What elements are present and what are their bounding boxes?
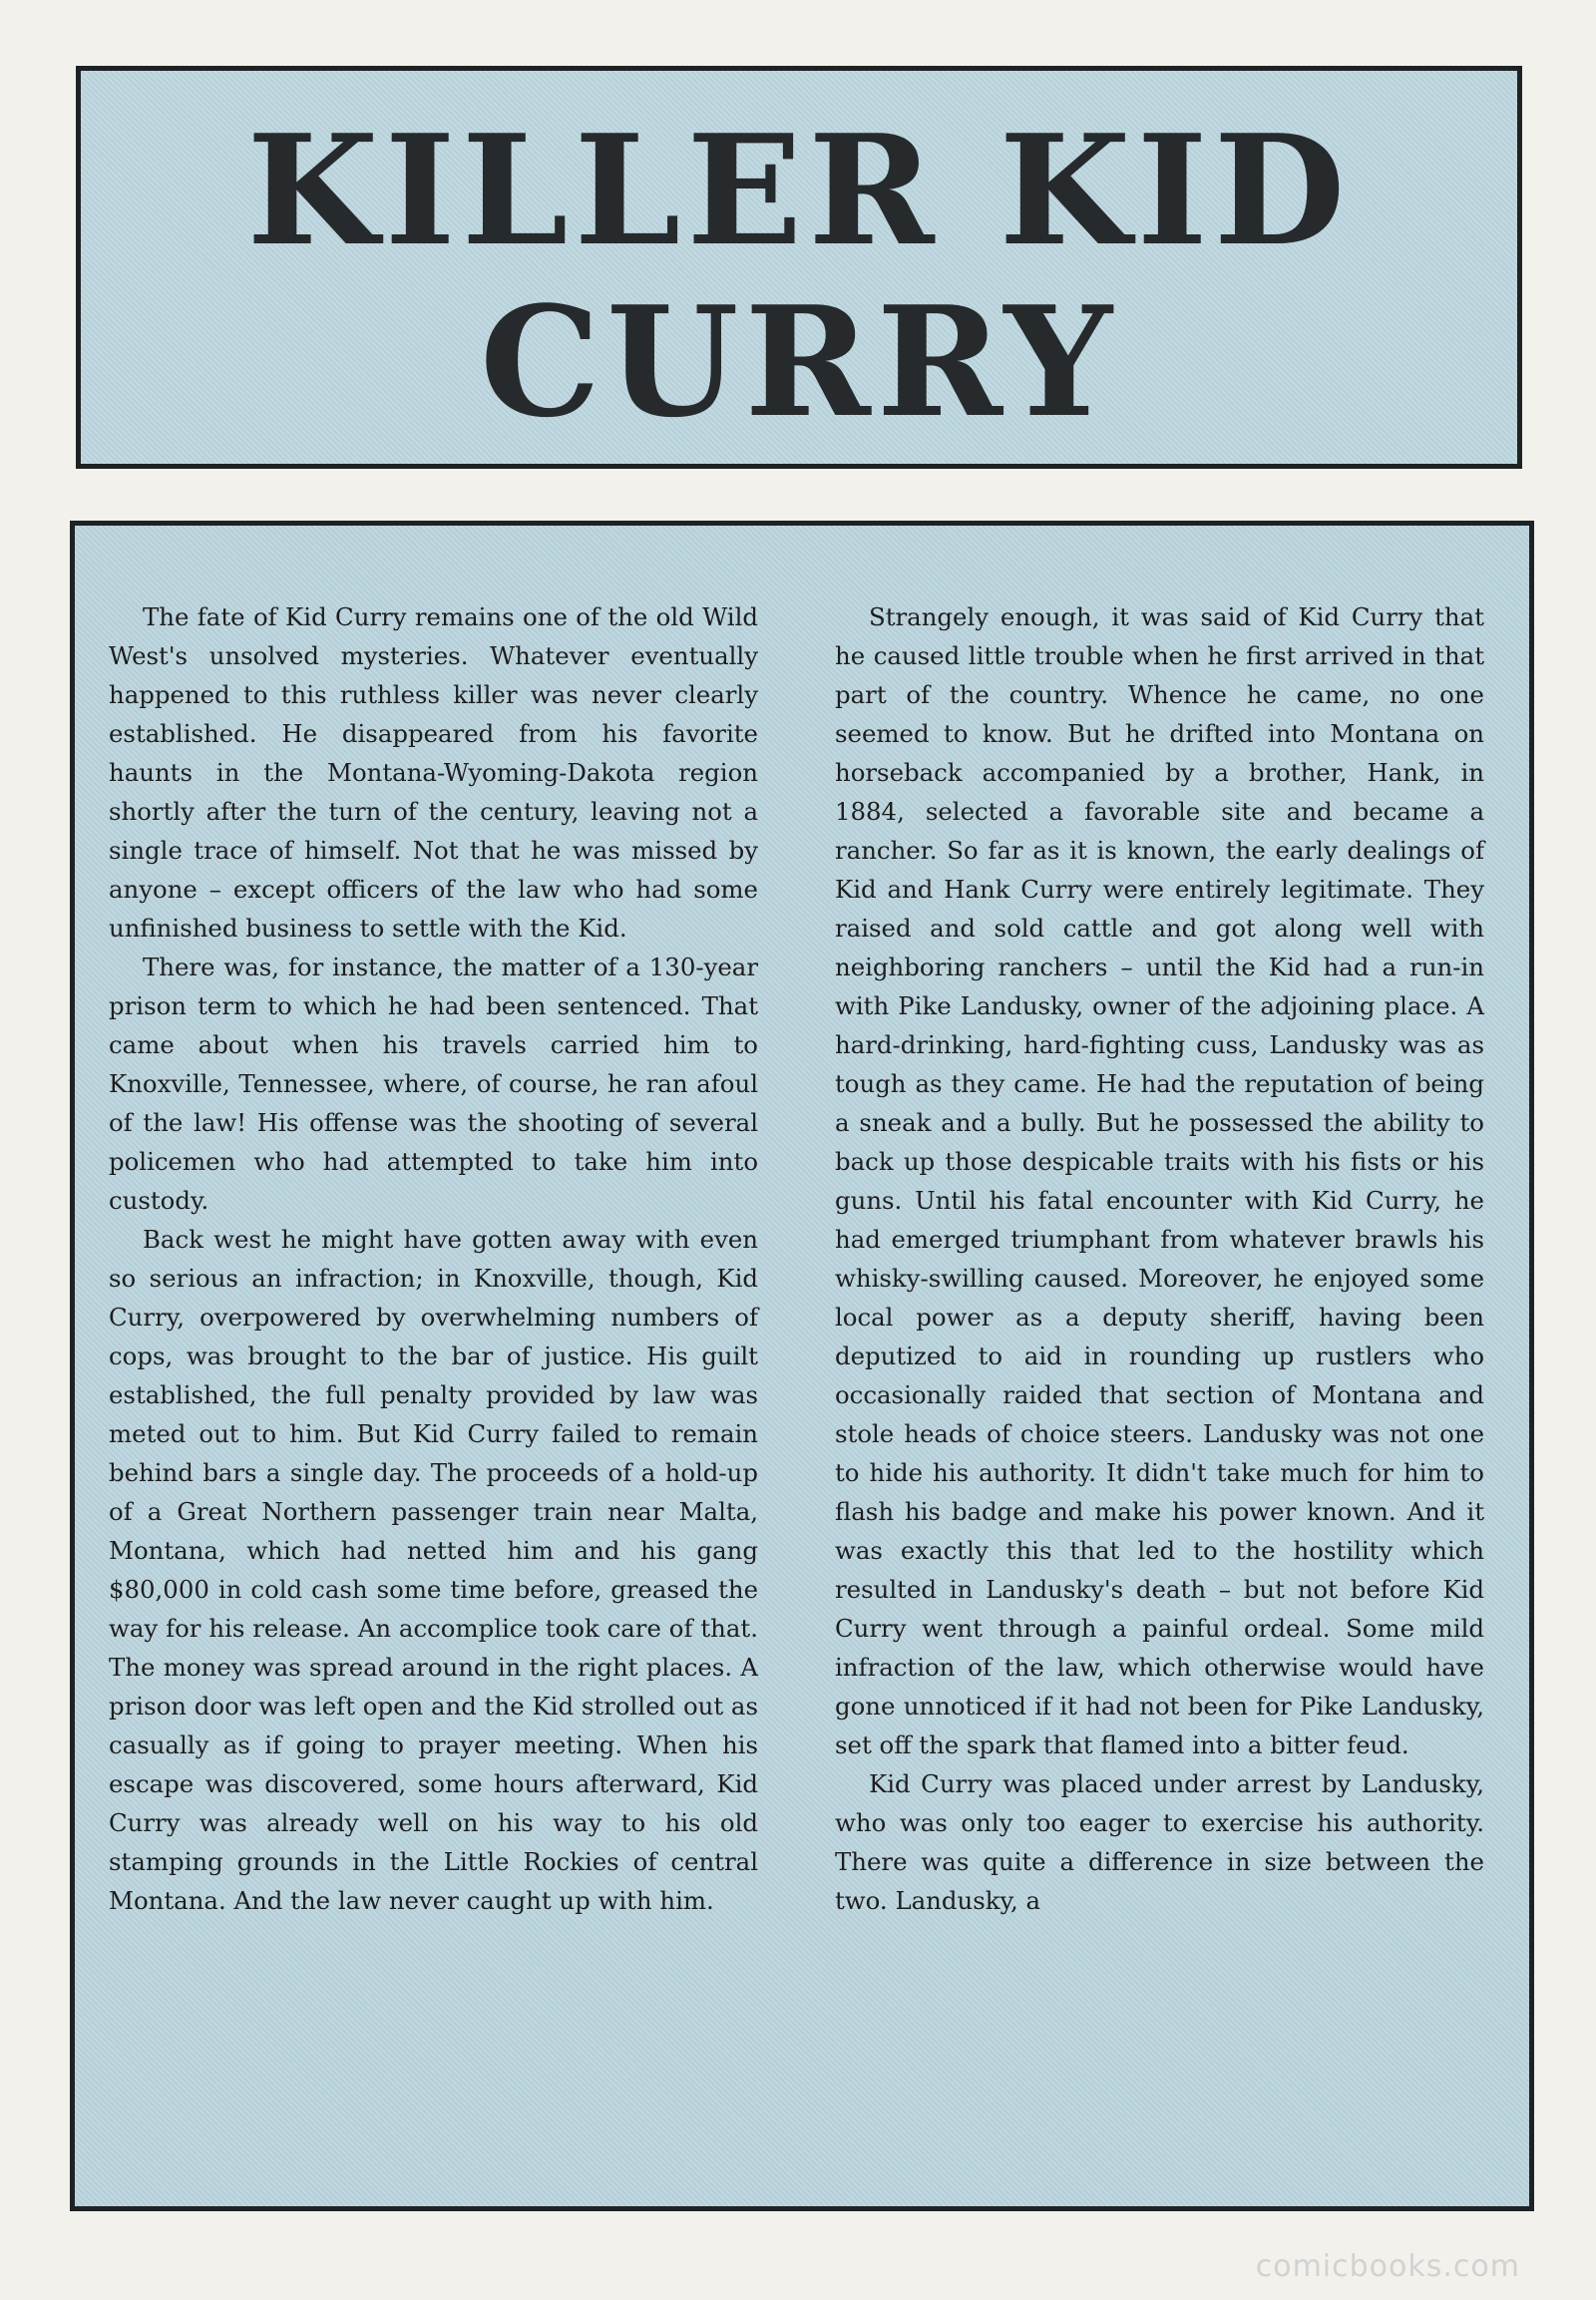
page-title-line-1: KILLER KID <box>246 101 1352 279</box>
article-left-column <box>109 597 758 1920</box>
article-paragraph: There was, for instance, the matter of a 130-year prison term to which he had been sentenced. That came about when his travels carried him to Knoxville, Tennessee, where, of course, he ran afoul of the law! His offense was the shooting of several policemen who had attempted to take him into custody. <box>109 953 758 1215</box>
article-paragraph: The fate of Kid Curry remains one of the old Wild West's unsolved mysteries. Whatever eventually happened to this ruthless killer was never clearly established. He disappeared from his favorite haunts in the Montana-Wyoming-Dakota region shortly after the turn of the century, leaving not a single trace of himself. Not that he was missed by anyone – except officers of the law who had some unfinished business to settle with the Kid. <box>109 602 758 943</box>
article-panel <box>70 521 1534 2211</box>
article-paragraph: Kid Curry was placed under arrest by Landusky, who was only too eager to exercise his authority. There was quite a difference in size between the two. Landusky, a <box>835 1769 1484 1915</box>
site-watermark: comicbooks.com <box>1255 2249 1520 2284</box>
page-title-line-2: CURRY <box>479 272 1118 451</box>
article-paragraph: Strangely enough, it was said of Kid Curry that he caused little trouble when he first arrived in that part of the country. Whence he came, no one seemed to know. But he drifted into Montana on horseback accompanied by a brother, Hank, in 1884, selected a favorable site and became a rancher. So far as it is known, the early dealings of Kid and Hank Curry were entirely legitimate. They raised and sold cattle and got along well with neighboring ranchers – until the Kid had a run-in with Pike Landusky, owner of the adjoining place. A hard-drinking, hard-fighting cuss, Landusky was as tough as they came. He had the reputation of being a sneak and a bully. But he possessed the ability to back up those despicable traits with his fists or his guns. Until his fatal encounter with Kid Curry, he had emerged triumphant from whatever brawls his whisky-swilling caused. Moreover, he enjoyed some local power as a deputy sheriff, having been deputized to aid in rounding up rustlers who occasionally raided that section of Montana and stole heads of choice steers. Landusky was not one to hide his authority. It didn't take much for him to flash his badge and make his power known. And it was exactly this that led to the hostility which resulted in Landusky's death – but not before Kid Curry went through a painful ordeal. Some mild infraction of the law, which otherwise would have gone unnoticed if it had not been for Pike Landusky, set off the spark that flamed into a bitter feud. <box>835 602 1484 1759</box>
article-right-column <box>835 597 1484 1920</box>
article-paragraph: Back west he might have gotten away with even so serious an infraction; in Knoxville, though, Kid Curry, overpowered by overwhelming numbers of cops, was brought to the bar of justice. His guilt established, the full penalty provided by law was meted out to him. But Kid Curry failed to remain behind bars a single day. The proceeds of a hold-up of a Great Northern passenger train near Malta, Montana, which had netted him and his gang $80,000 in cold cash some time before, greased the way for his release. An accomplice took care of that. The money was spread around in the right places. A prison door was left open and the Kid strolled out as casually as if going to prayer meeting. When his escape was discovered, some hours afterward, Kid Curry was already well on his way to his old stamping grounds in the Little Rockies of central Montana. And the law never caught up with him. <box>109 1225 758 1915</box>
title-panel <box>76 66 1522 469</box>
